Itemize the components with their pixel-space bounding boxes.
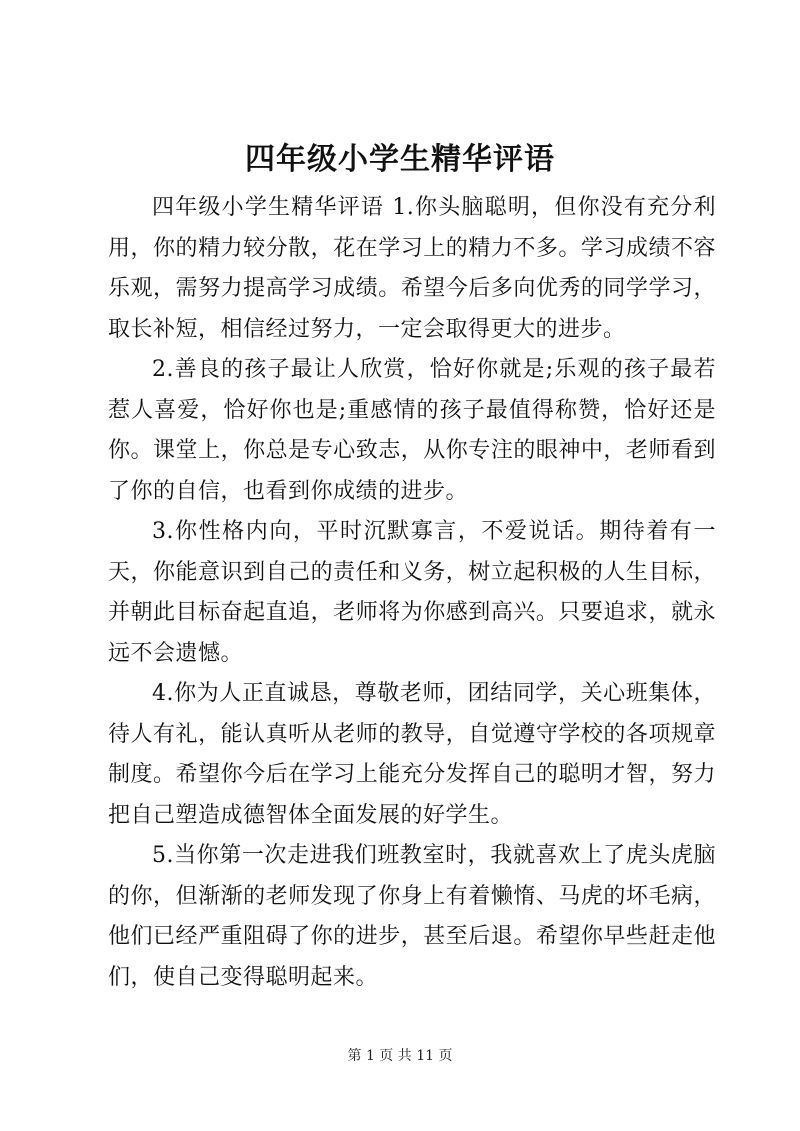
page-number-footer: 第 1 页 共 11 页 xyxy=(347,1048,453,1064)
page-title: 四年级小学生精华评语 xyxy=(245,142,555,177)
paragraph-1: 四年级小学生精华评语 1.你头脑聪明，但你没有充分利用，你的精力较分散，花在学习上的精力不多。学习成绩不容乐观，需努力提高学习成绩。希望今后多向优秀的同学学习，取长补短，相信经过努力，一定会取得更大的进步。 xyxy=(108,195,716,342)
paragraph-4: 4.你为人正直诚恳，尊敬老师，团结同学，关心班集体，待人有礼，能认真听从老师的教导，自觉遵守学校的各项规章制度。希望你今后在学习上能充分发挥自己的聪明才智，努力把自己塑造成德智体全面发展的好学生。 xyxy=(108,681,716,828)
document-body xyxy=(108,188,716,998)
paragraph-5: 5.当你第一次走进我们班教室时，我就喜欢上了虎头虎脑的你，但渐渐的老师发现了你身上有着懒惰、马虎的坏毛病，他们已经严重阻碍了你的进步，甚至后退。希望你早些赶走他们，使自己变得聪明起来。 xyxy=(108,843,716,990)
paragraph-2: 2.善良的孩子最让人欣赏，恰好你就是;乐观的孩子最若惹人喜爱，恰好你也是;重感情的孩子最值得称赞，恰好还是你。课堂上，你总是专心致志，从你专注的眼神中，老师看到了你的自信，也看到你成绩的进步。 xyxy=(108,357,716,504)
paragraph-3: 3.你性格内向，平时沉默寡言，不爱说话。期待着有一天，你能意识到自己的责任和义务，树立起积极的人生目标，并朝此目标奋起直追，老师将为你感到高兴。只要追求，就永远不会遗憾。 xyxy=(108,519,716,666)
